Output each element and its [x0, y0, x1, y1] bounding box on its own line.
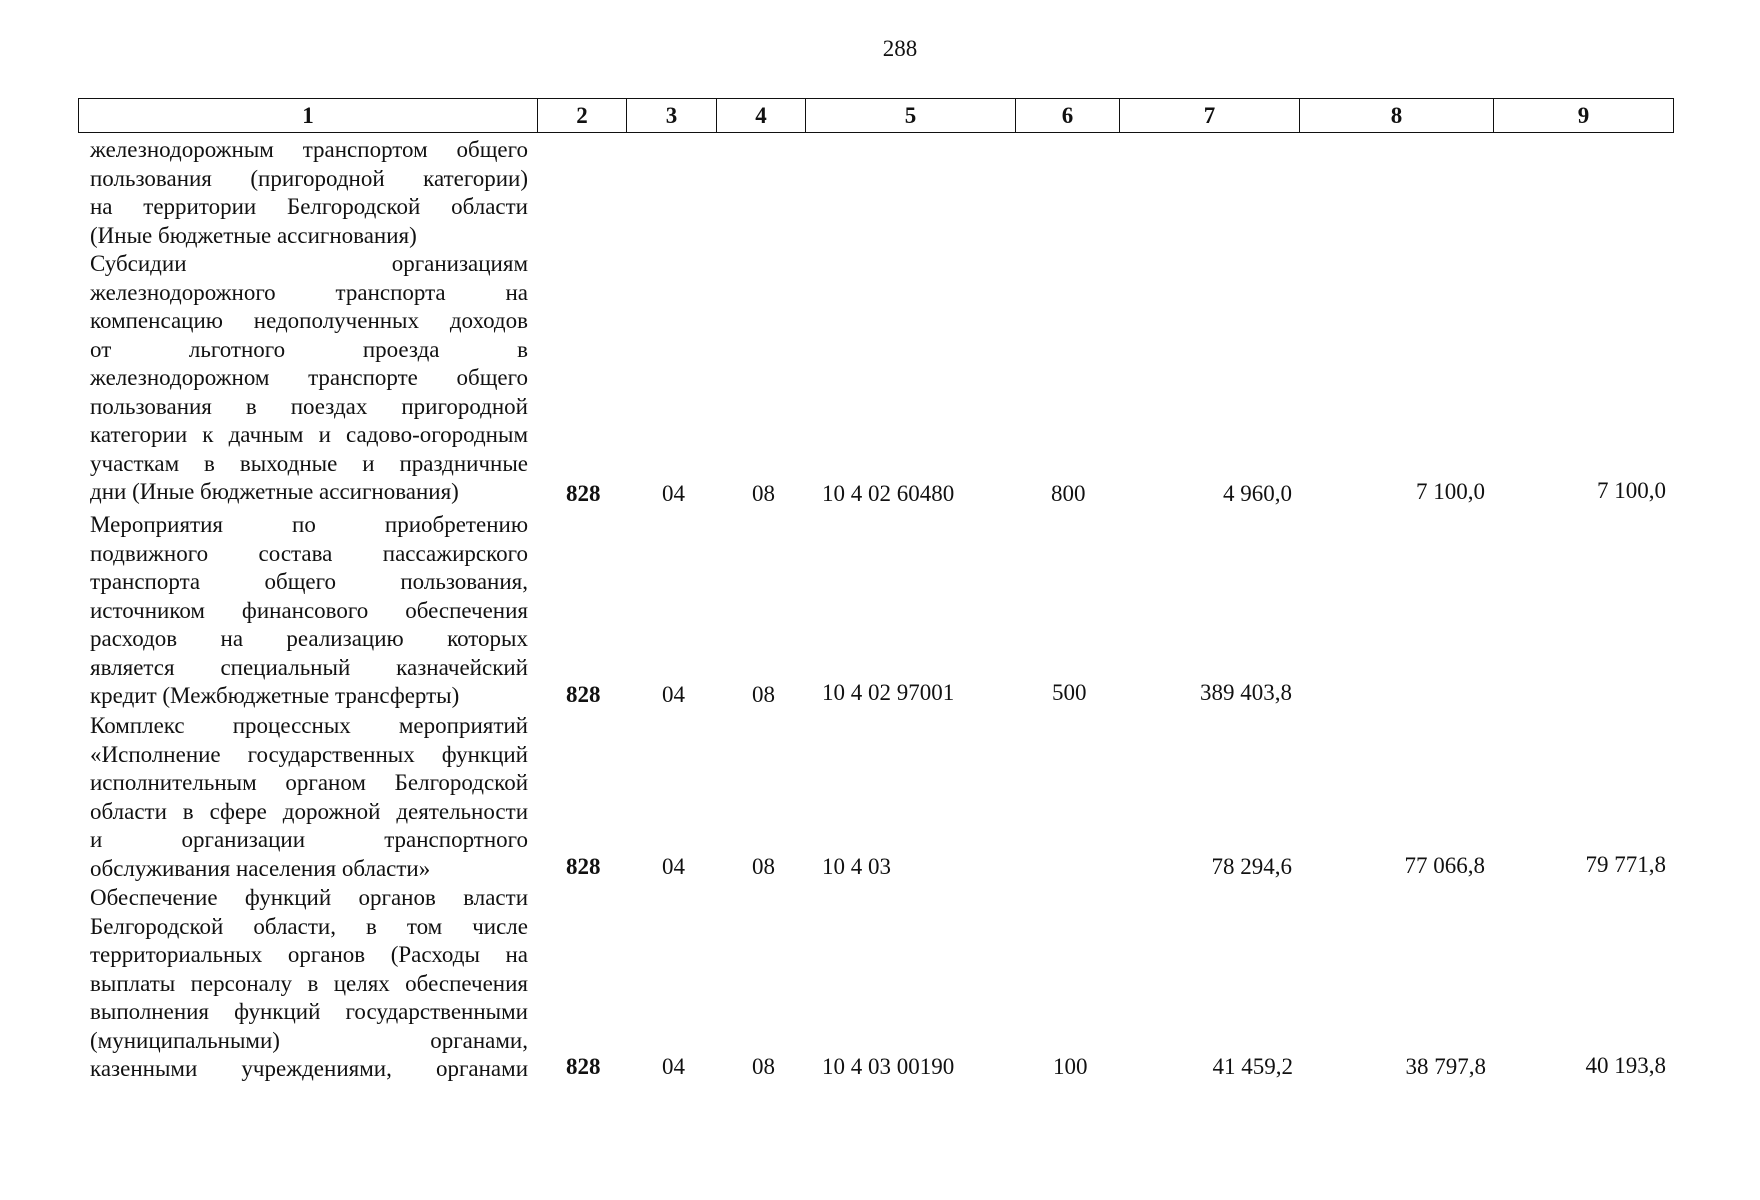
header-col-8: 8: [1300, 99, 1494, 132]
desc-line: расходов на реализацию которых: [90, 626, 528, 651]
desc-line: Субсидии организациям: [90, 251, 528, 276]
desc-line: обслуживания населения области»: [90, 855, 431, 881]
header-col-4: 4: [717, 99, 806, 132]
desc-line: области в сфере дорожной деятельности: [90, 798, 528, 824]
desc-line: Обеспечение функций органов власти: [90, 885, 528, 910]
row-2-col-7: 389 403,8: [1200, 680, 1292, 705]
row-1-col-3: 04: [662, 481, 685, 506]
desc-line: железнодорожного транспорта на: [90, 279, 528, 305]
row-3-col-7: 78 294,6: [1211, 854, 1292, 879]
row-1-col-9: 7 100,0: [1597, 478, 1666, 503]
row-2-col-6: 500: [1052, 680, 1087, 705]
row-3-col-5: 10 4 03: [822, 854, 891, 879]
row-4-col-4: 08: [752, 1054, 775, 1079]
desc-line: кредит (Межбюджетные трансферты): [90, 683, 460, 708]
row-3-col-8: 77 066,8: [1404, 853, 1485, 878]
row-1-col-5: 10 4 02 60480: [822, 481, 955, 506]
row-4-col-8: 38 797,8: [1405, 1054, 1486, 1079]
table-header: [78, 98, 1674, 133]
header-col-5: 5: [806, 99, 1016, 132]
header-col-2: 2: [538, 99, 627, 132]
row-3-col-2: 828: [566, 854, 601, 879]
desc-line: компенсацию недополученных доходов: [90, 308, 528, 333]
header-col-6: 6: [1016, 99, 1120, 132]
header-col-3: 3: [627, 99, 717, 132]
row-4-col-9: 40 193,8: [1585, 1053, 1666, 1078]
desc-line: источником финансового обеспечения: [90, 597, 528, 623]
row-2-col-3: 04: [662, 682, 685, 707]
desc-line: от льготного проезда в: [90, 336, 528, 362]
row-4-col-3: 04: [662, 1054, 685, 1079]
row-3-col-9: 79 771,8: [1585, 852, 1666, 877]
desc-line: Белгородской области, в том числе: [90, 913, 528, 939]
row-1-col-4: 08: [752, 481, 775, 506]
desc-line: (муниципальными) органами,: [90, 1027, 528, 1053]
row-4-col-6: 100: [1053, 1054, 1088, 1079]
row-1-col-6: 800: [1051, 481, 1086, 506]
desc-line: территориальных органов (Расходы на: [90, 942, 528, 967]
desc-line: является специальный казначейский: [90, 654, 528, 680]
row-4-description: [90, 884, 528, 1084]
page-number: 288: [882, 36, 918, 61]
desc-line: Мероприятия по приобретению: [90, 512, 528, 537]
row-4-col-2: 828: [566, 1054, 601, 1079]
desc-line: железнодорожным транспортом общего: [90, 137, 528, 162]
desc-line: пользования в поездах пригородной: [90, 393, 528, 419]
desc-line: (Иные бюджетные ассигнования): [90, 222, 417, 248]
row-2-col-5: 10 4 02 97001: [822, 680, 955, 705]
desc-line: казенными учреждениями, органами: [90, 1056, 528, 1081]
row-2-col-4: 08: [752, 682, 775, 707]
desc-line: категории к дачным и садово-огородным: [90, 422, 528, 447]
desc-line: подвижного состава пассажирского: [90, 540, 528, 566]
desc-line: выполнения функций государственными: [90, 999, 528, 1024]
row-1-col-2: 828: [566, 481, 601, 506]
desc-line: и организации транспортного: [90, 827, 528, 852]
row-3-description: [90, 712, 528, 883]
desc-line: выплаты персоналу в целях обеспечения: [90, 970, 528, 996]
header-col-1: 1: [79, 99, 538, 132]
row-2-col-2: 828: [566, 682, 601, 707]
row-2-description: [90, 511, 528, 711]
header-col-7: 7: [1120, 99, 1300, 132]
desc-line: Комплекс процессных мероприятий: [90, 713, 528, 738]
row-3-col-4: 08: [752, 854, 775, 879]
header-col-9: 9: [1577, 103, 1590, 128]
desc-line: «Исполнение государственных функций: [90, 741, 528, 767]
row-4-col-7: 41 459,2: [1212, 1054, 1293, 1079]
row-1-col-8: 7 100,0: [1416, 479, 1485, 504]
row-3-col-3: 04: [662, 854, 685, 879]
desc-line: участкам в выходные и праздничные: [90, 450, 528, 476]
desc-line: транспорта общего пользования,: [90, 569, 528, 594]
row-1-col-7: 4 960,0: [1223, 481, 1292, 506]
desc-line: дни (Иные бюджетные ассигнования): [90, 479, 459, 504]
desc-line: исполнительным органом Белгородской: [90, 770, 528, 795]
desc-line: на территории Белгородской области: [90, 194, 528, 219]
row-1-description: [90, 250, 528, 507]
desc-line: железнодорожном транспорте общего: [90, 365, 528, 390]
desc-line: пользования (пригородной категории): [90, 165, 528, 191]
continuation-description: [90, 136, 528, 250]
row-4-col-5: 10 4 03 00190: [822, 1054, 955, 1079]
